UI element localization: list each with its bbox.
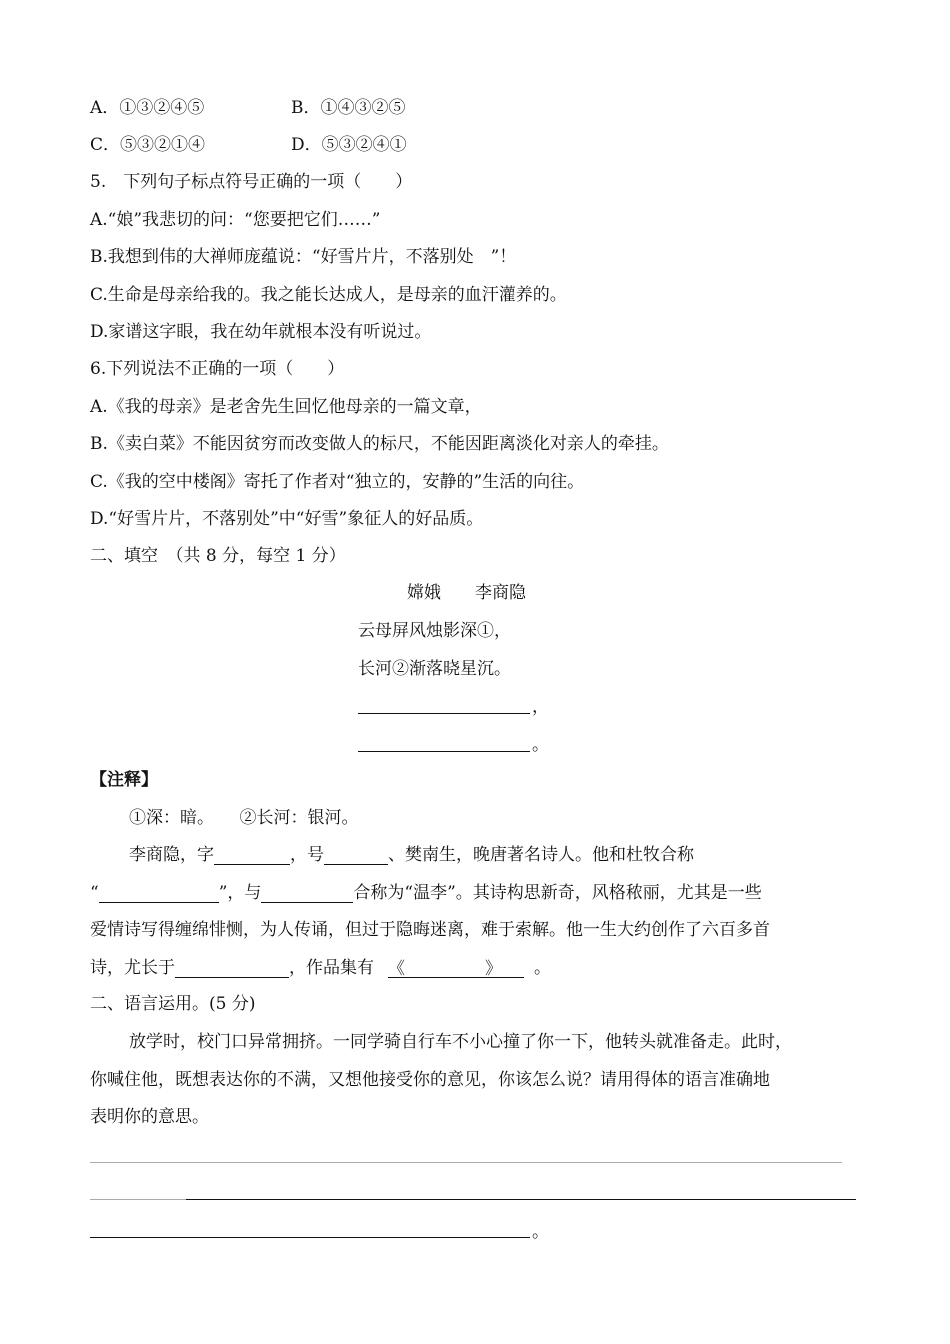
q4-option-d: D．⑤③②④① (291, 135, 407, 155)
answer-line-2[interactable] (186, 1199, 856, 1200)
q6-option-c: C.《我的空中楼阁》寄托了作者对“独立的，安静的”生活的向往。 (90, 472, 585, 492)
section3-heading: 二、语言运用。(5 分) (90, 994, 256, 1014)
section3-para-1: 放学时，校门口异常拥挤。一同学骑自行车不小心撞了你一下，他转头就准备走。此时， (129, 1032, 792, 1052)
blank-hao[interactable] (324, 846, 388, 865)
blank-heching[interactable] (99, 884, 219, 903)
section3-para-2: 你喊住他，既想表达你的不满，又想他接受你的意见，你该怎么说？请用得体的语言准确地 (90, 1070, 770, 1090)
answer-end-period: 。 (532, 1222, 549, 1242)
bio-line-4 (90, 958, 551, 978)
bio-text: 合称为“温李”。其诗构思新奇，风格秾丽，尤其是一些 (353, 883, 762, 903)
q6-option-d: D.“好雪片片，不落别处”中“好雪”象征人的好品质。 (90, 509, 484, 529)
poem-blank-1-comma: ， (532, 697, 549, 717)
blank-wenli[interactable] (261, 884, 353, 903)
q5-stem: 5. 下列句子标点符号正确的一项（ ） (90, 172, 413, 192)
bio-text: ”，与 (218, 883, 262, 903)
bio-line-2 (90, 883, 762, 903)
bio-text: ，号 (290, 845, 324, 865)
bio-text: “ (90, 883, 99, 903)
q4-option-b: B．①④③②⑤ (291, 98, 406, 118)
bio-text: 、樊南生，晚唐著名诗人。他和杜牧合称 (388, 845, 694, 865)
poem-blank-2-period: 。 (532, 735, 549, 755)
q6-option-a: A.《我的母亲》是老舍先生回忆他母亲的一篇文章， (90, 397, 482, 417)
notes-heading: 【注释】 (90, 770, 158, 790)
poem-line-1: 云母屏风烛影深①， (358, 621, 511, 641)
q6-stem: 6.下列说法不正确的一项（ ） (90, 359, 345, 379)
bio-text: ，作品集有 (289, 958, 374, 978)
bio-text: 李商隐，字 (129, 845, 214, 865)
blank-collection[interactable] (388, 959, 524, 978)
notes-text: ①深：暗。 ②长河：银河。 (129, 808, 359, 828)
answer-line-2-faint (90, 1199, 186, 1200)
q5-option-c: C.生命是母亲给我的。我之能长达成人，是母亲的血汗灌养的。 (90, 285, 567, 305)
q6-option-b: B.《卖白菜》不能因贫穷而改变做人的标尺，不能因距离淡化对亲人的牵挂。 (90, 434, 669, 454)
bio-text: 《 (388, 959, 405, 979)
answer-line-1[interactable] (90, 1162, 842, 1163)
poem-title: 嫦娥 李商隐 (407, 583, 526, 603)
blank-zi[interactable] (214, 846, 290, 865)
bio-line-1 (129, 845, 694, 865)
q4-option-a: A．①③②④⑤ (90, 98, 205, 118)
blank-specialty[interactable] (175, 959, 289, 978)
poem-blank-1[interactable] (358, 713, 530, 714)
section3-para-3: 表明你的意思。 (90, 1107, 209, 1127)
bio-text: 诗，尤长于 (90, 958, 175, 978)
poem-blank-2[interactable] (358, 751, 530, 752)
q5-option-d: D.家谱这字眼，我在幼年就根本没有听说过。 (90, 322, 432, 342)
bio-line-3: 爱情诗写得缠绵悱恻，为人传诵，但过于隐晦迷离，难于索解。他一生大约创作了六百多首 (90, 920, 770, 940)
answer-line-3[interactable] (90, 1237, 530, 1238)
bio-text: 》 (485, 959, 502, 979)
poem-line-2: 长河②渐落晓星沉。 (358, 659, 511, 679)
section2-heading: 二、填空 （共 8 分，每空 1 分） (90, 546, 346, 566)
q4-option-c: C．⑤③②①④ (90, 135, 206, 155)
bio-text: 。 (534, 958, 551, 978)
q5-option-a: A.“娘”我悲切的问：“您要把它们……” (90, 210, 381, 230)
q5-option-b: B.我想到伟的大禅师庞蕴说：“好雪片片，不落别处 ”！ (90, 247, 517, 267)
